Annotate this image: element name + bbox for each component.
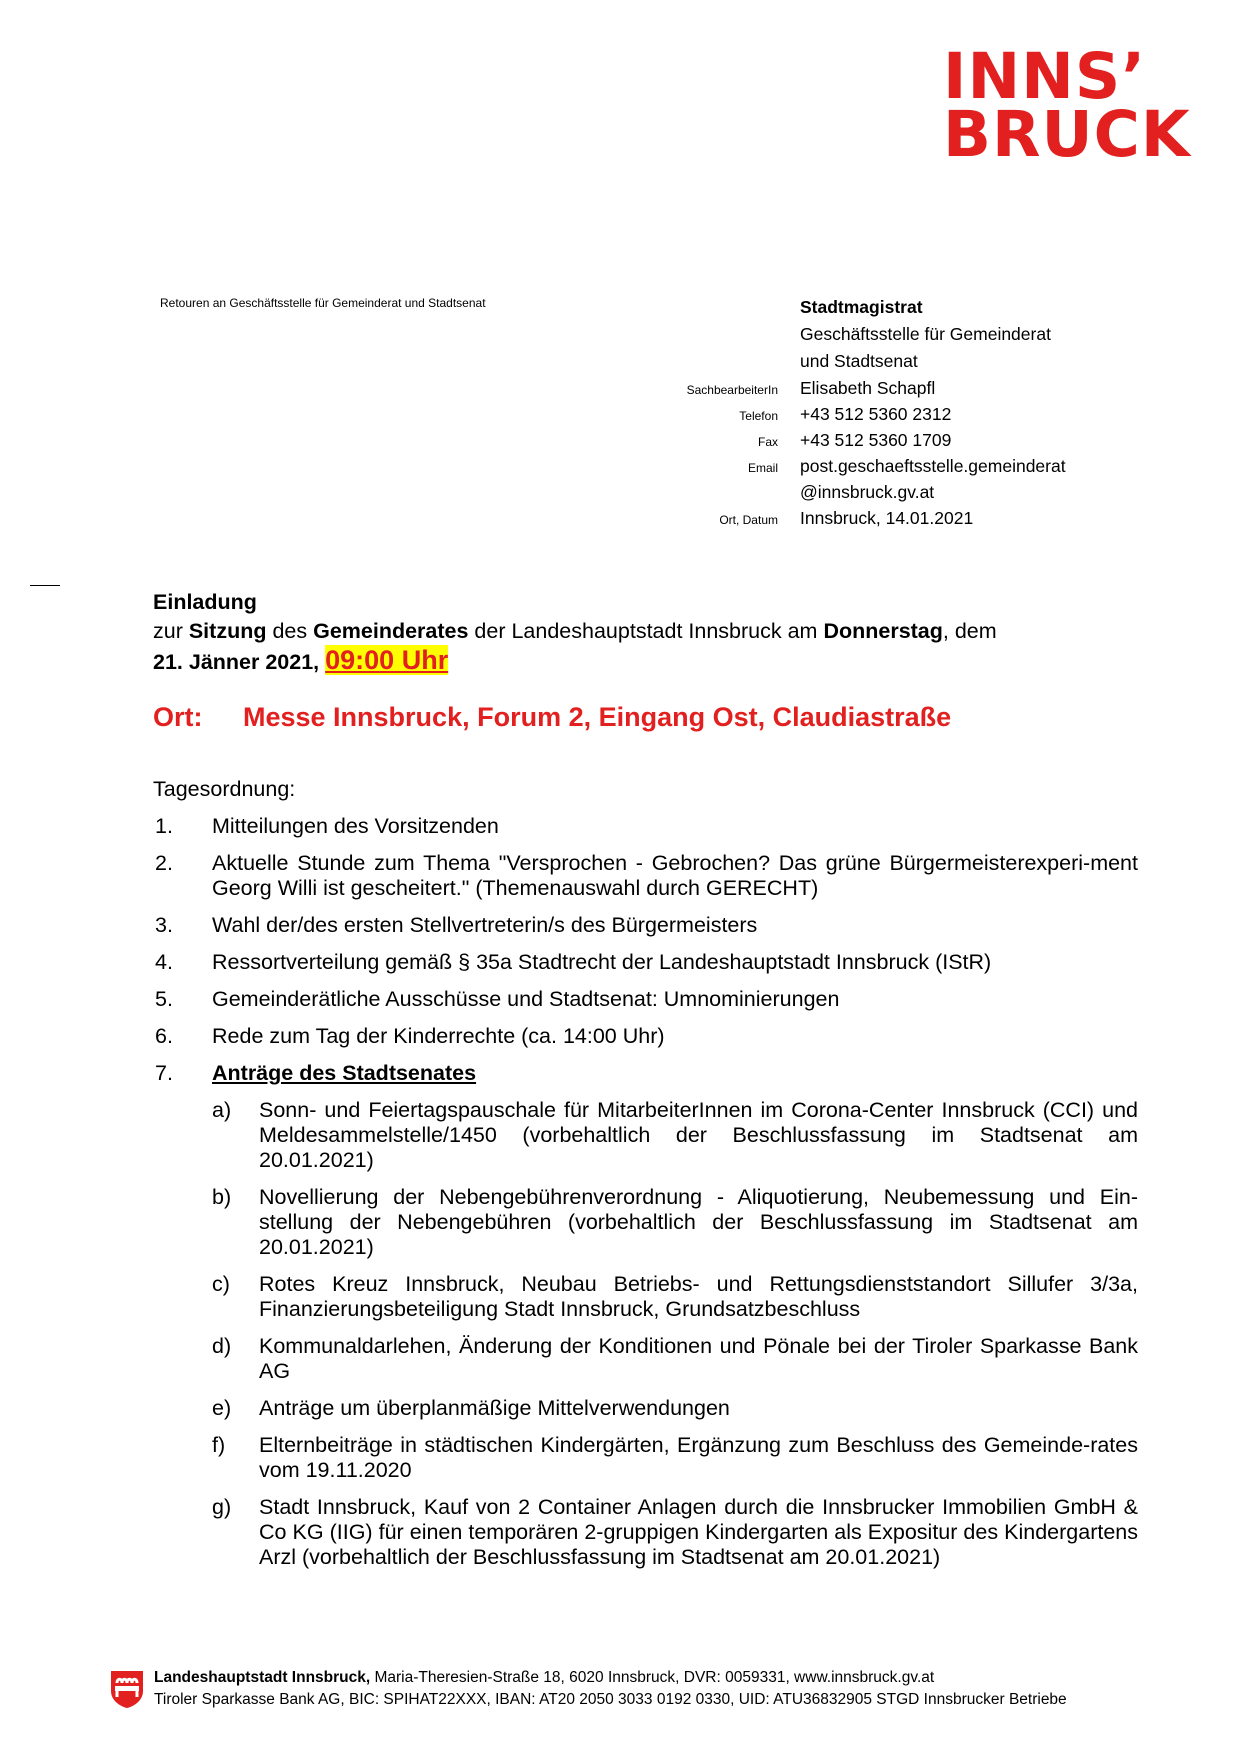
agenda-item-text: Wahl der/des ersten Stellvertreterin/s des Bürgermeisters (212, 913, 758, 937)
agenda-item-number: 2. (155, 851, 173, 875)
sender-label: Email (747, 461, 778, 475)
sender-department: Geschäftsstelle für Gemeinderat (800, 324, 1051, 344)
sender-label: Fax (757, 435, 778, 449)
footer-text (154, 1667, 1067, 1711)
agenda-item-number: 6. (155, 1024, 173, 1048)
location-value: Messe Innsbruck, Forum 2, Eingang Ost, Claudiastraße (243, 702, 952, 732)
invitation-date-line (153, 646, 1143, 677)
sender-row-place-date (680, 508, 1140, 534)
location-line (153, 702, 951, 733)
sender-organization (800, 294, 1051, 375)
agenda-item-text: Ressortverteilung gemäß § 35a Stadtrecht der Landeshauptstadt Innsbruck (IStR) (212, 950, 992, 974)
agenda-subitem-text: Sonn- und Feiertagspauschale für MitarbeiterInnen im Corona-Center Innsbruck (CCI) und Meldesammelstelle/1450 (vorbehaltlich der Beschlussfassung im Stadtsenat am 20.01.2021) (259, 1098, 1138, 1172)
sender-value: post.geschaeftsstelle.gemeinderat (800, 456, 1066, 476)
agenda-list (153, 814, 1138, 1582)
agenda-subitem-text: Stadt Innsbruck, Kauf von 2 Container Anlagen durch die Innsbrucker Immobilien GmbH & Co KG (IIG) für einen temporären 2-gruppigen Kindergarten als Expositur des Kindergartens Arzl (vorbehaltlich der Beschlussfassung im Stadtsenat am 20.01.2021) (259, 1495, 1138, 1569)
agenda-subitem (153, 1495, 1138, 1570)
innsbruck-logo (943, 40, 1191, 171)
city-crest-icon (110, 1669, 144, 1709)
agenda-subitem (153, 1185, 1138, 1260)
sender-value: +43 512 5360 2312 (800, 404, 952, 424)
sender-label: Ort, Datum (719, 513, 778, 527)
agenda-heading: Tagesordnung: (153, 777, 296, 801)
invitation-block (153, 588, 1143, 677)
agenda-subitem-letter: c) (212, 1272, 230, 1296)
agenda-subitem (153, 1433, 1138, 1483)
agenda-subitem (153, 1272, 1138, 1322)
invitation-time: 09:00 Uhr (325, 645, 449, 675)
sender-row-email (680, 456, 1140, 482)
agenda-subitem-text: Kommunaldarlehen, Änderung der Konditionen und Pönale bei der Tiroler Sparkasse Bank AG (259, 1334, 1138, 1383)
agenda-subitem (153, 1098, 1138, 1173)
sender-label: Telefon (739, 409, 778, 423)
agenda-subitem-letter: b) (212, 1185, 232, 1209)
invitation-session: Sitzung (188, 619, 267, 643)
invitation-text (153, 617, 1143, 646)
sender-row-fax (680, 430, 1140, 456)
fold-mark (30, 585, 60, 586)
agenda-subitem-text: Elternbeiträge in städtischen Kindergärten, Ergänzung zum Beschluss des Gemeinde-rates vom 19.11.2020 (259, 1433, 1138, 1482)
logo-line-2: BRUCK (943, 98, 1191, 171)
sender-value: Elisabeth Schapfl (800, 378, 936, 398)
sender-department-cont: und Stadtsenat (800, 351, 918, 371)
agenda-subitem-text: Anträge um überplanmäßige Mittelverwendungen (259, 1396, 730, 1420)
agenda-item-text: Mitteilungen des Vorsitzenden (212, 814, 499, 838)
agenda-subitem-letter: a) (212, 1098, 232, 1122)
sender-org-name: Stadtmagistrat (800, 297, 923, 317)
agenda-item-text: Aktuelle Stunde zum Thema "Versprochen - Gebrochen? Das grüne Bürgermeisterexperi-ment Georg Willi ist gescheitert." (Themenauswahl durch GERECHT) (212, 851, 1138, 900)
sender-value: @innsbruck.gv.at (800, 482, 935, 502)
return-address: Retouren an Geschäftsstelle für Gemeinderat und Stadtsenat (160, 296, 486, 310)
agenda-item (153, 913, 1138, 938)
sender-value: Innsbruck, 14.01.2021 (800, 508, 974, 528)
agenda-subitem (153, 1396, 1138, 1421)
invitation-text-part: , dem (942, 619, 997, 643)
agenda-subitem-text: Rotes Kreuz Innsbruck, Neubau Betriebs- und Rettungsdienststandort Sillufer 3/3a, Finanzierungsbeteiligung Stadt Innsbruck, Grundsatzbeschluss (259, 1272, 1138, 1321)
footer-address: Maria-Theresien-Straße 18, 6020 Innsbruck, DVR: 0059331, www.innsbruck.gv.at (370, 1669, 935, 1686)
agenda-item (153, 851, 1138, 901)
sender-value: +43 512 5360 1709 (800, 430, 952, 450)
sender-row-email-cont (680, 482, 1140, 508)
agenda-subitem-letter: f) (212, 1433, 226, 1457)
agenda-item (153, 814, 1138, 839)
agenda-item-number: 4. (155, 950, 173, 974)
agenda-subitem-letter: d) (212, 1334, 232, 1358)
invitation-text-part: der Landeshauptstadt Innsbruck am (468, 619, 824, 643)
invitation-title: Einladung (153, 590, 257, 614)
agenda-subitem-letter: g) (212, 1495, 232, 1519)
agenda-item-text: Gemeinderätliche Ausschüsse und Stadtsenat: Umnominierungen (212, 987, 840, 1011)
invitation-weekday: Donnerstag (823, 619, 943, 643)
agenda-item (153, 987, 1138, 1012)
agenda-item (153, 1024, 1138, 1049)
invitation-text-part: zur (153, 619, 189, 643)
location-label: Ort: (153, 702, 203, 732)
sender-row-clerk (680, 378, 1140, 404)
sender-label: SachbearbeiterIn (686, 383, 778, 397)
footer-org: Landeshauptstadt Innsbruck, (154, 1669, 371, 1686)
invitation-council: Gemeinderates (313, 619, 469, 643)
agenda-item-number: 3. (155, 913, 173, 937)
agenda-subitem-text: Novellierung der Nebengebührenverordnung - Aliquotierung, Neubemessung und Ein-stellung der Nebengebühren (vorbehaltlich der Beschlussfassung im Stadtsenat am 20.01.2021) (259, 1185, 1138, 1259)
agenda-item-number: 1. (155, 814, 173, 838)
invitation-date: 21. Jänner 2021, (153, 650, 320, 674)
sender-row-phone (680, 404, 1140, 430)
footer-address-line (154, 1667, 1067, 1689)
agenda-item-heading: Anträge des Stadtsenates (212, 1061, 477, 1085)
invitation-text-part: des (266, 619, 314, 643)
agenda-subitem-letter: e) (212, 1396, 232, 1420)
agenda-item-number: 5. (155, 987, 173, 1011)
agenda-subitem (153, 1334, 1138, 1384)
footer-bank-line: Tiroler Sparkasse Bank AG, BIC: SPIHAT22XXX, IBAN: AT20 2050 3033 0192 0330, UID: ATU36832905 STGD Innsbrucker Betriebe (154, 1691, 1067, 1708)
agenda-item (153, 950, 1138, 975)
logo-line-1: INNS’ (943, 40, 1147, 113)
agenda-item-text: Rede zum Tag der Kinderrechte (ca. 14:00 Uhr) (212, 1024, 665, 1048)
agenda-item-number: 7. (155, 1061, 173, 1085)
agenda-item (153, 1061, 1138, 1086)
